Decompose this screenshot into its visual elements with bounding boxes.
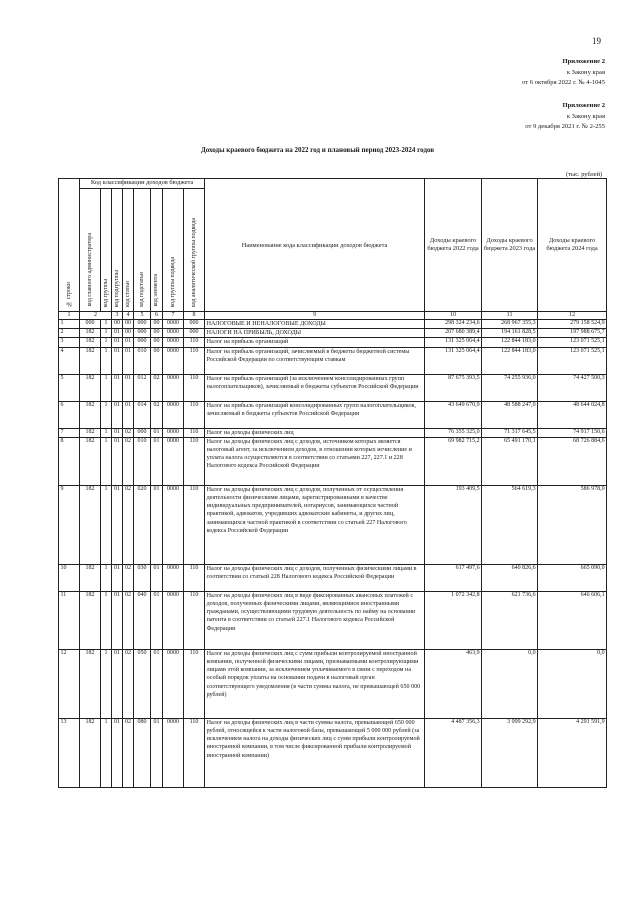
row-number-cell: 5 [59, 374, 80, 401]
code-analytic-group-cell: 110 [184, 485, 205, 564]
code-subarticle-cell: 080 [134, 718, 151, 787]
appendix-previous-line1: к Закону края [566, 112, 605, 120]
code-subarticle-cell: 030 [134, 564, 151, 591]
code-admin-cell: 182 [80, 347, 101, 374]
code-subgroup-cell: 01 [112, 347, 123, 374]
code-group-cell: 1 [101, 320, 112, 329]
table-row [59, 338, 607, 347]
value-2023-cell: 640 826,6 [482, 564, 538, 591]
name-cell: Налог на доходы физических лиц в виде фиксированных авансовых платежей с доходов, полученных физическими лицами, являющимися иностранными гражданами, осуществляющими трудовую деятельность по найму на основании патента в соответствии со статьей 227.1 Налогового кодекса Российской Федерации [205, 591, 425, 649]
value-2022-cell: 463,9 [425, 649, 482, 718]
code-subtype-group-cell: 0000 [163, 718, 184, 787]
code-analytic-group-cell: 000 [184, 329, 205, 338]
value-2022-cell: 69 982 715,2 [425, 437, 482, 485]
code-subarticle-cell: 014 [134, 401, 151, 428]
column-number: 1 [59, 312, 80, 320]
code-admin-cell: 182 [80, 338, 101, 347]
code-article-cell: 02 [123, 437, 134, 485]
header-year-2023: Доходы краевого бюджета 2023 года [482, 179, 538, 312]
code-subgroup-cell: 01 [112, 649, 123, 718]
header-code-admin: код главного администратора [80, 189, 101, 312]
code-subarticle-cell: 000 [134, 320, 151, 329]
value-2023-cell: 65 491 170,1 [482, 437, 538, 485]
code-subgroup-cell: 01 [112, 718, 123, 787]
column-number: 8 [184, 312, 205, 320]
value-2023-cell: 268 967 355,3 [482, 320, 538, 329]
code-subgroup-cell: 01 [112, 401, 123, 428]
name-cell: НАЛОГИ НА ПРИБЫЛЬ, ДОХОДЫ [205, 329, 425, 338]
code-analytic-group-cell: 110 [184, 718, 205, 787]
code-subarticle-cell: 012 [134, 374, 151, 401]
name-cell: НАЛОГОВЫЕ И НЕНАЛОГОВЫЕ ДОХОДЫ [205, 320, 425, 329]
code-element-cell: 01 [151, 718, 163, 787]
column-number: 7 [163, 312, 184, 320]
header-code-subtype-group: код группы подвида [163, 189, 184, 312]
code-admin-cell: 182 [80, 649, 101, 718]
code-article-cell: 01 [123, 401, 134, 428]
value-2023-cell: 621 736,6 [482, 591, 538, 649]
code-element-cell: 00 [151, 347, 163, 374]
code-subtype-group-cell: 0000 [163, 338, 184, 347]
column-number: 12 [538, 312, 607, 320]
row-number-cell: 12 [59, 649, 80, 718]
code-subtype-group-cell: 0000 [163, 428, 184, 437]
table-row [59, 329, 607, 338]
code-subarticle-cell: 040 [134, 591, 151, 649]
code-subarticle-cell: 000 [134, 428, 151, 437]
code-group-cell: 1 [101, 338, 112, 347]
header-name: Наименование кода классификации доходов бюджета [205, 179, 425, 312]
row-number-cell: 8 [59, 437, 80, 485]
appendix-current [522, 57, 605, 89]
column-number: 4 [123, 312, 134, 320]
row-number-cell: 9 [59, 485, 80, 564]
code-article-cell: 00 [123, 320, 134, 329]
code-group-cell: 1 [101, 347, 112, 374]
code-analytic-group-cell: 110 [184, 374, 205, 401]
code-subgroup-cell: 01 [112, 428, 123, 437]
code-subtype-group-cell: 0000 [163, 374, 184, 401]
appendix-current-title: Приложение 2 [562, 58, 605, 65]
code-admin-cell: 182 [80, 401, 101, 428]
code-element-cell: 01 [151, 428, 163, 437]
name-cell: Налог на прибыль организаций (за исключением консолидированных групп налогоплательщиков), зачисляемый в бюджеты субъектов Российской Федерации [205, 374, 425, 401]
code-subarticle-cell: 050 [134, 649, 151, 718]
code-subtype-group-cell: 0000 [163, 485, 184, 564]
code-subgroup-cell: 01 [112, 329, 123, 338]
table-row [59, 437, 607, 485]
name-cell: Налог на прибыль организаций консолидированных групп налогоплательщиков, зачисляемый в бюджеты субъектов Российской Федерации [205, 401, 425, 428]
code-group-cell: 1 [101, 374, 112, 401]
header-code-subarticle: код подстатьи [134, 189, 151, 312]
row-number-cell: 2 [59, 329, 80, 338]
page-number: 19 [592, 36, 601, 46]
code-subgroup-cell: 01 [112, 564, 123, 591]
code-subtype-group-cell: 0000 [163, 320, 184, 329]
value-2024-cell: 665 090,0 [538, 564, 607, 591]
appendix-current-line2: от 6 октября 2022 г. № 4-1045 [522, 79, 605, 86]
code-analytic-group-cell: 110 [184, 401, 205, 428]
code-article-cell: 02 [123, 718, 134, 787]
name-cell: Налог на доходы физических лиц [205, 428, 425, 437]
value-2024-cell: 0,0 [538, 649, 607, 718]
code-element-cell: 02 [151, 374, 163, 401]
code-subgroup-cell: 01 [112, 591, 123, 649]
code-subtype-group-cell: 0000 [163, 564, 184, 591]
column-number: 6 [151, 312, 163, 320]
value-2024-cell: 123 071 525,1 [538, 338, 607, 347]
table-row [59, 401, 607, 428]
code-admin-cell: 182 [80, 329, 101, 338]
value-2022-cell: 1 072 342,8 [425, 591, 482, 649]
row-number-cell: 11 [59, 591, 80, 649]
code-group-cell: 1 [101, 591, 112, 649]
column-number: 10 [425, 312, 482, 320]
row-number-cell: 3 [59, 338, 80, 347]
column-number: 2 [80, 312, 112, 320]
table-row [59, 374, 607, 401]
column-numbers-row [59, 312, 607, 320]
name-cell: Налог на прибыль организаций [205, 338, 425, 347]
value-2022-cell: 131 325 064,4 [425, 347, 482, 374]
value-2022-cell: 193 409,5 [425, 485, 482, 564]
value-2022-cell: 76 355 325,0 [425, 428, 482, 437]
code-analytic-group-cell: 110 [184, 591, 205, 649]
code-subgroup-cell: 01 [112, 338, 123, 347]
code-element-cell: 01 [151, 564, 163, 591]
code-article-cell: 02 [123, 428, 134, 437]
value-2024-cell: 586 978,0 [538, 485, 607, 564]
value-2023-cell: 194 161 828,5 [482, 329, 538, 338]
code-subtype-group-cell: 0000 [163, 649, 184, 718]
column-number: 5 [134, 312, 151, 320]
code-subgroup-cell: 01 [112, 374, 123, 401]
appendix-current-line1: к Закону края [566, 68, 605, 76]
header-code-analytic-group: код аналитической группы подвида [184, 189, 205, 312]
code-admin-cell: 000 [80, 320, 101, 329]
code-group-cell: 1 [101, 564, 112, 591]
code-group-cell: 1 [101, 401, 112, 428]
code-subgroup-cell: 00 [112, 320, 123, 329]
code-subtype-group-cell: 0000 [163, 401, 184, 428]
code-subarticle-cell: 000 [134, 329, 151, 338]
table-row [59, 718, 607, 787]
code-subarticle-cell: 000 [134, 338, 151, 347]
code-analytic-group-cell: 110 [184, 437, 205, 485]
table-row [59, 347, 607, 374]
code-subgroup-cell: 01 [112, 485, 123, 564]
code-subtype-group-cell: 0000 [163, 591, 184, 649]
value-2023-cell: 74 255 936,0 [482, 374, 538, 401]
code-article-cell: 02 [123, 485, 134, 564]
code-subtype-group-cell: 0000 [163, 437, 184, 485]
code-element-cell: 01 [151, 437, 163, 485]
name-cell: Налог на доходы физических лиц с доходов, полученных физическими лицами в соответствии со статьей 228 Налогового кодекса Российской Федерации [205, 564, 425, 591]
code-article-cell: 02 [123, 564, 134, 591]
code-group-cell: 1 [101, 649, 112, 718]
code-element-cell: 00 [151, 320, 163, 329]
code-article-cell: 01 [123, 374, 134, 401]
code-article-cell: 00 [123, 329, 134, 338]
header-year-2024: Доходы краевого бюджета 2024 года [538, 179, 607, 312]
row-number-cell: 6 [59, 401, 80, 428]
column-number: 3 [112, 312, 123, 320]
units-label: (тыс. рублей) [566, 171, 603, 178]
code-admin-cell: 182 [80, 591, 101, 649]
code-article-cell: 02 [123, 591, 134, 649]
header-code-group: код группы [101, 189, 112, 312]
code-element-cell: 02 [151, 401, 163, 428]
header-code-article: код статьи [123, 189, 134, 312]
code-admin-cell: 182 [80, 437, 101, 485]
value-2024-cell: 74 917 150,6 [538, 428, 607, 437]
code-admin-cell: 182 [80, 564, 101, 591]
code-admin-cell: 182 [80, 428, 101, 437]
value-2024-cell: 279 158 524,9 [538, 320, 607, 329]
code-subarticle-cell: 010 [134, 347, 151, 374]
row-number-cell: 13 [59, 718, 80, 787]
code-group-cell: 1 [101, 329, 112, 338]
name-cell: Налог на доходы физических лиц в части суммы налога, превышающей 650 000 рублей, относящейся к части налоговой базы, превышающей 5 000 000 рублей (за исключением налога на доходы физических лиц с сумм прибыли контролируемой иностранной компании, в том числе фиксированной прибыли контролируемой иностранной компании) [205, 718, 425, 787]
table-row [59, 591, 607, 649]
code-element-cell: 00 [151, 338, 163, 347]
value-2024-cell: 68 726 884,6 [538, 437, 607, 485]
value-2023-cell: 564 619,3 [482, 485, 538, 564]
code-analytic-group-cell: 110 [184, 564, 205, 591]
row-number-cell: 10 [59, 564, 80, 591]
header-year-2022: Доходы краевого бюджета 2022 года [425, 179, 482, 312]
row-number-cell: 7 [59, 428, 80, 437]
name-cell: Налог на доходы физических лиц с сумм прибыли контролируемой иностранной компании, полученной физическими лицами, признаваемыми контролирующими лицами этой компании, за исключением уплачиваемого в связи с переходом на особый порядок уплаты на основании подачи в налоговый орган соответствующего уведомления (в части суммы налога, не превышающей 650 000 рублей) [205, 649, 425, 718]
value-2024-cell: 123 071 525,1 [538, 347, 607, 374]
code-group-cell: 1 [101, 485, 112, 564]
value-2022-cell: 207 680 389,4 [425, 329, 482, 338]
table-row [59, 428, 607, 437]
value-2023-cell: 122 844 183,0 [482, 347, 538, 374]
value-2022-cell: 43 649 670,9 [425, 401, 482, 428]
value-2023-cell: 0,0 [482, 649, 538, 718]
code-admin-cell: 182 [80, 374, 101, 401]
value-2022-cell: 87 675 393,5 [425, 374, 482, 401]
code-analytic-group-cell: 000 [184, 320, 205, 329]
code-admin-cell: 182 [80, 485, 101, 564]
value-2022-cell: 298 324 234,6 [425, 320, 482, 329]
value-2022-cell: 131 325 064,4 [425, 338, 482, 347]
code-article-cell: 01 [123, 338, 134, 347]
value-2023-cell: 71 317 645,5 [482, 428, 538, 437]
row-number-cell: 4 [59, 347, 80, 374]
value-2023-cell: 48 588 247,0 [482, 401, 538, 428]
code-analytic-group-cell: 110 [184, 649, 205, 718]
header-code-element: код элемента [151, 189, 163, 312]
header-code-subgroup: код подгруппы [112, 189, 123, 312]
name-cell: Налог на доходы физических лиц с доходов, источником которых является налоговый агент, за исключением доходов, в отношении которых исчисление и уплата налога осуществляются в соответствии со статьями 227, 227.1 и 228 Налогового кодекса Российской Федерации [205, 437, 425, 485]
value-2022-cell: 617 497,6 [425, 564, 482, 591]
code-article-cell: 01 [123, 347, 134, 374]
value-2024-cell: 4 291 591,9 [538, 718, 607, 787]
value-2023-cell: 3 999 292,9 [482, 718, 538, 787]
value-2022-cell: 4 487 356,3 [425, 718, 482, 787]
column-number: 11 [482, 312, 538, 320]
appendix-previous-title: Приложение 2 [562, 102, 605, 109]
code-element-cell: 00 [151, 329, 163, 338]
code-subtype-group-cell: 0000 [163, 329, 184, 338]
name-cell: Налог на прибыль организаций, зачисляемый в бюджеты бюджетной системы Российской Федерации по соответствующим ставкам [205, 347, 425, 374]
code-subarticle-cell: 010 [134, 437, 151, 485]
code-element-cell: 01 [151, 485, 163, 564]
code-subgroup-cell: 01 [112, 437, 123, 485]
code-group-cell: 1 [101, 718, 112, 787]
budget-revenue-table [58, 178, 607, 788]
code-subarticle-cell: 020 [134, 485, 151, 564]
row-number-cell: 1 [59, 320, 80, 329]
code-subtype-group-cell: 0000 [163, 347, 184, 374]
table-row [59, 485, 607, 564]
header-row-no: № строки [59, 179, 80, 312]
value-2023-cell: 122 844 183,0 [482, 338, 538, 347]
value-2024-cell: 197 988 675,7 [538, 329, 607, 338]
appendix-previous-line2: от 9 декабря 2021 г. № 2-255 [525, 123, 605, 130]
column-number: 9 [205, 312, 425, 320]
header-classification-group: Код классификации доходов бюджета [80, 179, 205, 189]
code-element-cell: 01 [151, 649, 163, 718]
code-analytic-group-cell: 110 [184, 428, 205, 437]
table-row [59, 649, 607, 718]
table-row [59, 320, 607, 329]
code-group-cell: 1 [101, 437, 112, 485]
value-2024-cell: 74 427 500,3 [538, 374, 607, 401]
document-title: Доходы краевого бюджета на 2022 год и плановый период 2023-2024 годов [200, 146, 435, 154]
code-analytic-group-cell: 110 [184, 338, 205, 347]
value-2024-cell: 646 606,1 [538, 591, 607, 649]
code-article-cell: 02 [123, 649, 134, 718]
appendix-previous [525, 101, 605, 133]
value-2024-cell: 48 644 024,8 [538, 401, 607, 428]
code-element-cell: 01 [151, 591, 163, 649]
table-row [59, 564, 607, 591]
code-group-cell: 1 [101, 428, 112, 437]
code-admin-cell: 182 [80, 718, 101, 787]
name-cell: Налог на доходы физических лиц с доходов, полученных от осуществления деятельности физическими лицами, зарегистрированными в качестве индивидуальных предпринимателей, нотариусов, занимающихся частной практикой, адвокатов, учредивших адвокатские кабинеты, и других лиц, занимающихся частной практикой в соответствии со статьей 227 Налогового кодекса Российской Федерации [205, 485, 425, 564]
code-analytic-group-cell: 110 [184, 347, 205, 374]
